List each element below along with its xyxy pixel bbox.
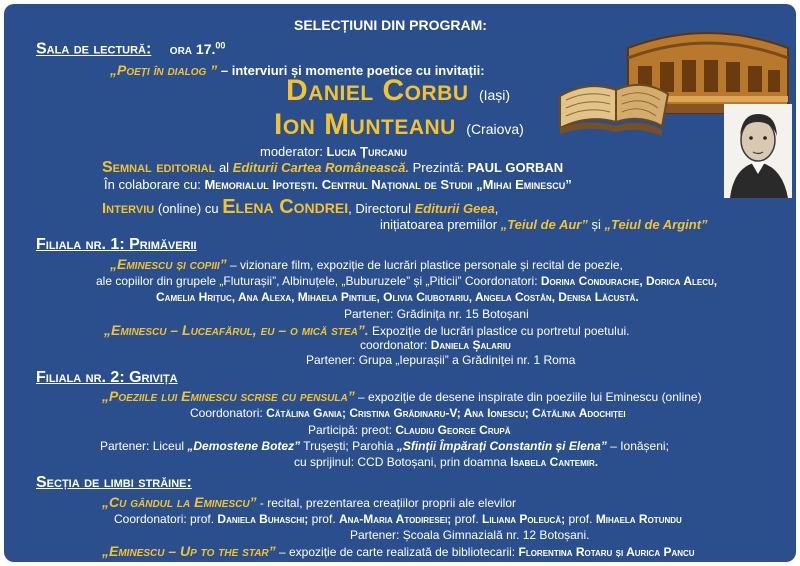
colab-line: [104, 177, 572, 192]
event-description: – expoziție de desene inspirate din poeziile lui Eminescu (online): [358, 390, 702, 404]
moderator-name: Lucia Țurcanu: [326, 144, 407, 159]
partner-school: „Demostene Botez”: [187, 439, 301, 453]
event-description: – vizionare film, expoziție de lucrări plastice personale și recital de poezie,: [230, 258, 623, 272]
event-description: - recital, prezentarea creațiilor proprii ale elevilor: [259, 496, 517, 510]
event-title: „Eminescu – Up to the star”: [102, 543, 276, 559]
interviu-publisher: Editurii Geea: [414, 201, 495, 216]
prof-label: prof.: [454, 512, 479, 526]
premiu-aur: „Teiul de Aur”: [500, 217, 588, 232]
premii-si: și: [591, 217, 601, 232]
sprijin-label: cu sprijinul: CCD Botoșani, prin doamna: [294, 455, 507, 469]
coordinator-3: Liliana Poleucă;: [482, 512, 566, 526]
sectia-event2-line: [102, 543, 695, 559]
semnal-title: Semnal editorial: [102, 159, 216, 176]
time-text: ora 17.: [169, 40, 216, 57]
filiala1-event1-line3: Camelia Hrițuc, Ana Alexa, Mihaela Pintilie, Olivia Ciubotariu, Angela Costân, Denisa Lăcustă.: [156, 290, 639, 304]
event-title: „Poeți în dialog ”: [110, 62, 218, 78]
interviu-name: Elena Condrei: [222, 196, 349, 218]
coordinator-2: Ana-Maria Atodiresei;: [339, 512, 452, 526]
semnal-al: al: [218, 160, 230, 175]
filiala1-event1-line: [110, 256, 623, 272]
section-heading-filiala-2: Filiala nr. 2: Grivița: [36, 369, 178, 386]
event-description: – interviuri și momente poetice cu invitații:: [220, 63, 485, 78]
coordinator-label: Coordonatori: prof.: [114, 512, 215, 526]
section-heading: Sala de lectură:: [36, 40, 152, 58]
filiala2-event-line: [102, 388, 702, 404]
premiu-argint: „Teiul de Argint”: [604, 217, 708, 232]
coordinator-1: Daniela Buhaschi;: [217, 512, 309, 526]
event-coordinators: Dorina Condurache, Dorica Alecu,: [540, 274, 718, 288]
semnal-line: [102, 159, 563, 177]
coordinator-label: Coordonatori:: [190, 406, 263, 420]
participa-label: Participă: preot:: [308, 423, 393, 437]
partner-parish: „Sfinții Împărați Constantin și Elena”: [396, 439, 607, 453]
section-heading-sectia: Secția de limbi străine:: [36, 474, 192, 491]
prof-label: prof.: [568, 512, 593, 526]
colab-text: Memorialul Ipotești. Centrul Național de Studii „Mihai Eminescu”: [204, 177, 572, 192]
interviu-role: , Directorul: [348, 201, 411, 216]
event-title: „Cu gândul la Eminescu”: [102, 494, 257, 510]
guest-1: [286, 74, 510, 108]
semnal-prez-label: Prezintă:: [412, 160, 464, 175]
premii-label: inițiatoarea premiilor: [380, 217, 498, 232]
filiala1-event2-coord: [360, 338, 511, 352]
sectia-coord-line: [114, 512, 682, 526]
filiala1-partner: Partener: Grădinița nr. 15 Botoșani: [344, 307, 529, 321]
participa-name: Claudiu George Crupă: [395, 423, 511, 437]
eminescu-portrait-illustration: [724, 104, 792, 198]
sectia-event1-line: [102, 494, 516, 510]
sprijin-name: Isabela Cantemir.: [510, 455, 599, 469]
sectia-partner: Partener: Școala Gimnazială nr. 12 Botoșani.: [350, 528, 590, 542]
open-book-illustration: [560, 85, 668, 136]
time-minutes: 00: [215, 40, 226, 50]
semnal-presenter: PAUL GORBAN: [467, 160, 564, 175]
filiala1-event2-line: [104, 322, 630, 338]
guest-city: (Iași): [478, 87, 511, 103]
interviu-title: Interviu: [102, 200, 155, 217]
semnal-book: Editurii Cartea Românească.: [232, 160, 409, 175]
filiala2-coord-line: [190, 406, 626, 420]
coordinator-4: Mihaela Rotundu: [595, 512, 682, 526]
filiala1-event2-partner: Partener: Grupa „Iepurașii” a Grădiniței nr. 1 Roma: [306, 353, 576, 367]
colab-label: În colaborare cu:: [104, 177, 201, 192]
program-poster: [4, 4, 796, 562]
event-time: [170, 41, 226, 57]
librarian-names: Florentina Rotaru și Aurica Pancu: [518, 545, 695, 559]
prof-label: prof.: [311, 512, 336, 526]
page-title: SELECȚIUNI DIN PROGRAM:: [294, 17, 487, 33]
partner-end: – Ionășeni;: [610, 439, 669, 453]
filiala1-event1-line2: [96, 274, 717, 288]
premii-line: [380, 217, 708, 232]
event-title: „Poeziile lui Eminescu scrise cu pensula”: [102, 388, 355, 404]
coordinator-name: Daniela Șalariu: [430, 338, 511, 352]
moderator-label: moderator:: [260, 144, 323, 159]
guest-city: (Craiova): [466, 121, 524, 137]
partner-label: Partener: Liceul: [100, 439, 185, 453]
coordinator-label: coordonator:: [360, 338, 428, 352]
event-description: – expoziție de carte realizată de bibliotecarii:: [279, 545, 516, 559]
partner-mid: Trușești; Parohia: [303, 439, 394, 453]
guest-name: Ion Munteanu: [274, 108, 456, 141]
interviu-comma: ,: [494, 201, 499, 216]
event-participants: ale copiilor din grupele „Fluturașii”, Albinuțele, „Buburuzele” și „Piticii” Coordonatori:: [96, 274, 538, 288]
moderator-line: [260, 144, 407, 159]
event-description: Expoziție de lucrări plastice cu portretul poetului.: [372, 324, 630, 338]
coordinator-names: Cătălina Gania; Cristina Grădinaru-V; Ana Ionescu; Cătălina Adochiței: [266, 406, 626, 420]
guest-name: Daniel Corbu: [286, 74, 469, 107]
sala-heading-line: [36, 40, 225, 59]
filiala2-participa-line: [308, 423, 511, 437]
filiala2-partner-line: [100, 439, 669, 453]
guest-2: [274, 108, 524, 142]
interviu-online: (online) cu: [157, 201, 219, 216]
decorative-illustration: [558, 18, 792, 198]
section-heading-filiala-1: Filiala nr. 1: Primăverii: [36, 236, 197, 253]
filiala2-sprijin-line: [294, 455, 598, 469]
event-title: „Eminescu și copiii”: [110, 256, 227, 272]
interviu-line: [102, 196, 498, 219]
event-title: „Eminescu – Luceafărul, eu – o mică stea”.: [104, 322, 369, 338]
